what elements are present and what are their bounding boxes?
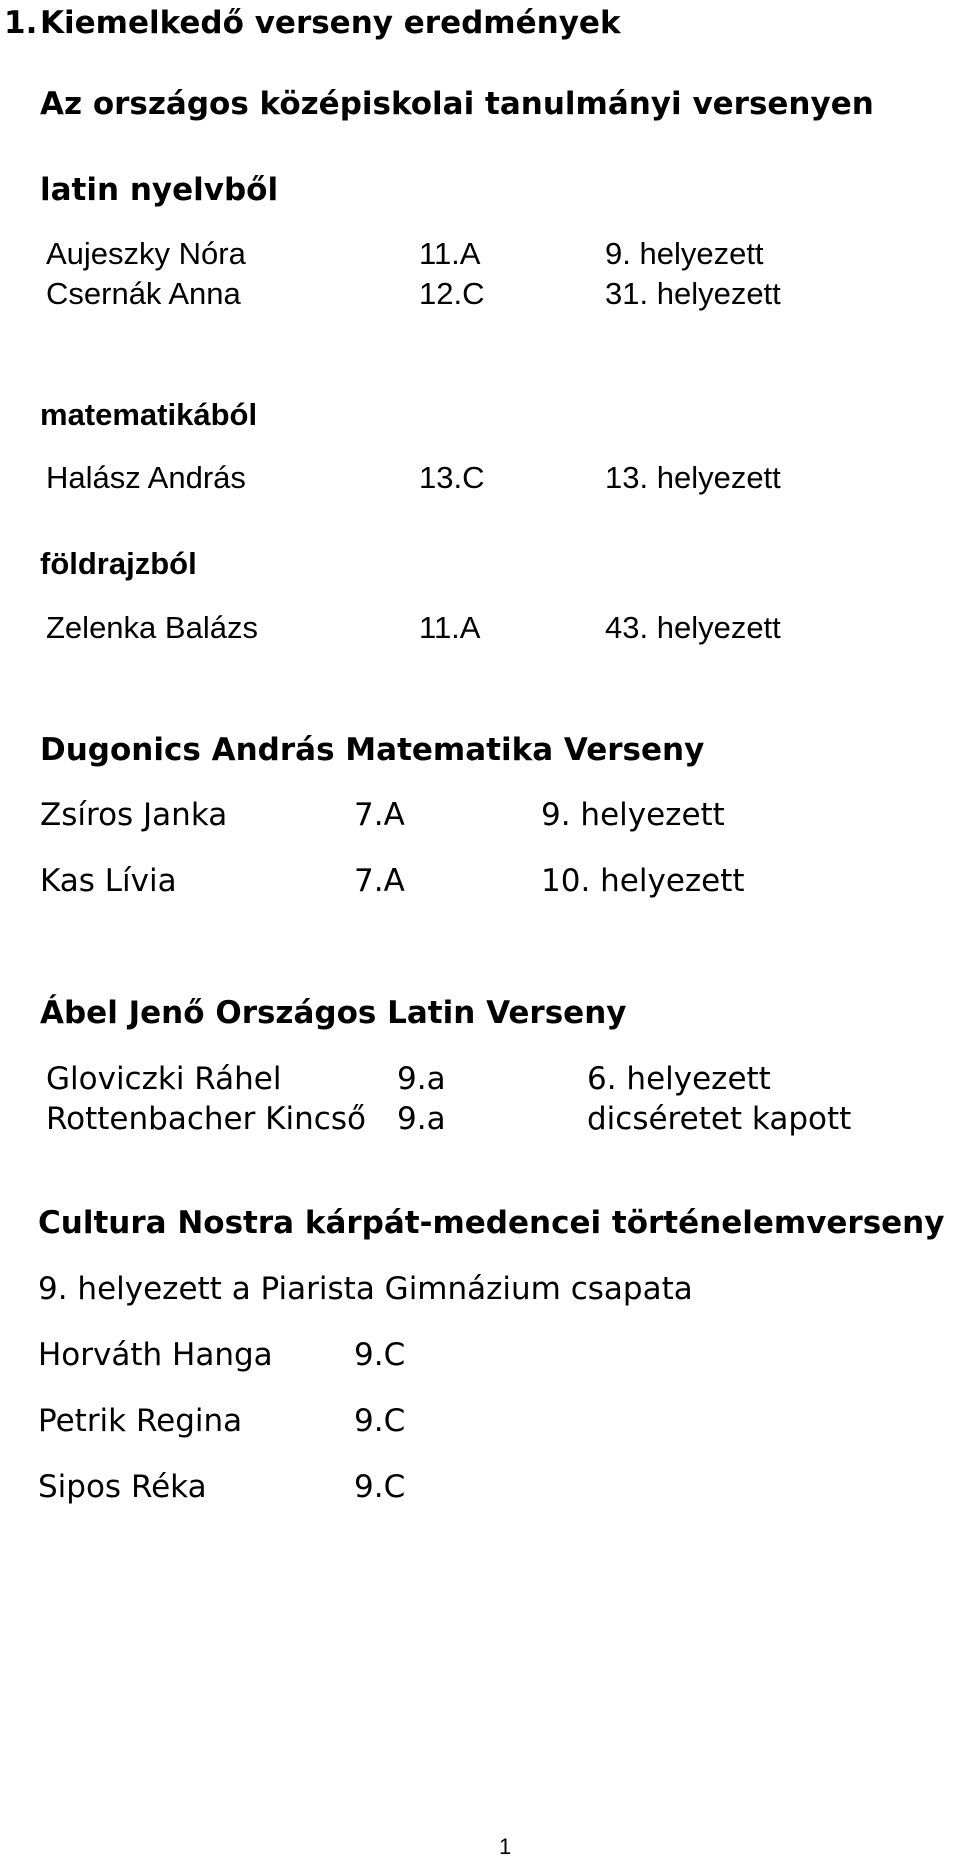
subject-geography: földrajzból [40,546,197,581]
result-class: 9.a [397,1101,446,1137]
section-number: 1. [4,5,38,41]
result-name: Rottenbacher Kincső [46,1101,366,1137]
result-class: 11.A [419,236,481,271]
subject-latin: latin nyelvből [40,172,279,208]
result-place: 13. helyezett [605,460,781,495]
section-title: Kiemelkedő verseny eredmények [40,5,621,41]
result-class: 9.a [397,1061,446,1097]
result-class: 7.A [354,863,405,899]
result-name: Gloviczki Ráhel [46,1061,282,1097]
member-class: 9.C [354,1403,406,1439]
result-name: Zsíros Janka [40,797,228,833]
dugonics-heading: Dugonics András Matematika Verseny [40,732,705,768]
subject-math: matematikából [40,397,258,432]
result-name: Csernák Anna [46,276,241,311]
okv-heading: Az országos középiskolai tanulmányi versenyen [40,86,874,122]
result-name: Zelenka Balázs [46,610,258,645]
result-class: 13.C [419,460,485,495]
result-place: 10. helyezett [541,863,745,899]
cultura-team-line: 9. helyezett a Piarista Gimnázium csapata [38,1271,693,1307]
result-place: 43. helyezett [605,610,781,645]
member-name: Petrik Regina [38,1403,243,1439]
result-class: 11.A [419,610,481,645]
result-name: Kas Lívia [40,863,177,899]
result-place: 9. helyezett [541,797,725,833]
member-class: 9.C [354,1469,406,1505]
cultura-heading: Cultura Nostra kárpát-medencei történelemverseny [38,1205,945,1241]
member-name: Horváth Hanga [38,1337,273,1373]
result-place: 31. helyezett [605,276,781,311]
member-name: Sipos Réka [38,1469,207,1505]
abel-heading: Ábel Jenő Országos Latin Verseny [40,995,627,1031]
result-class: 12.C [419,276,485,311]
result-place: dicséretet kapott [587,1101,852,1137]
result-name: Aujeszky Nóra [46,236,246,271]
member-class: 9.C [354,1337,406,1373]
result-place: 6. helyezett [587,1061,771,1097]
result-class: 7.A [354,797,405,833]
result-name: Halász András [46,460,246,495]
page-number: 1 [499,1834,512,1859]
result-place: 9. helyezett [605,236,764,271]
